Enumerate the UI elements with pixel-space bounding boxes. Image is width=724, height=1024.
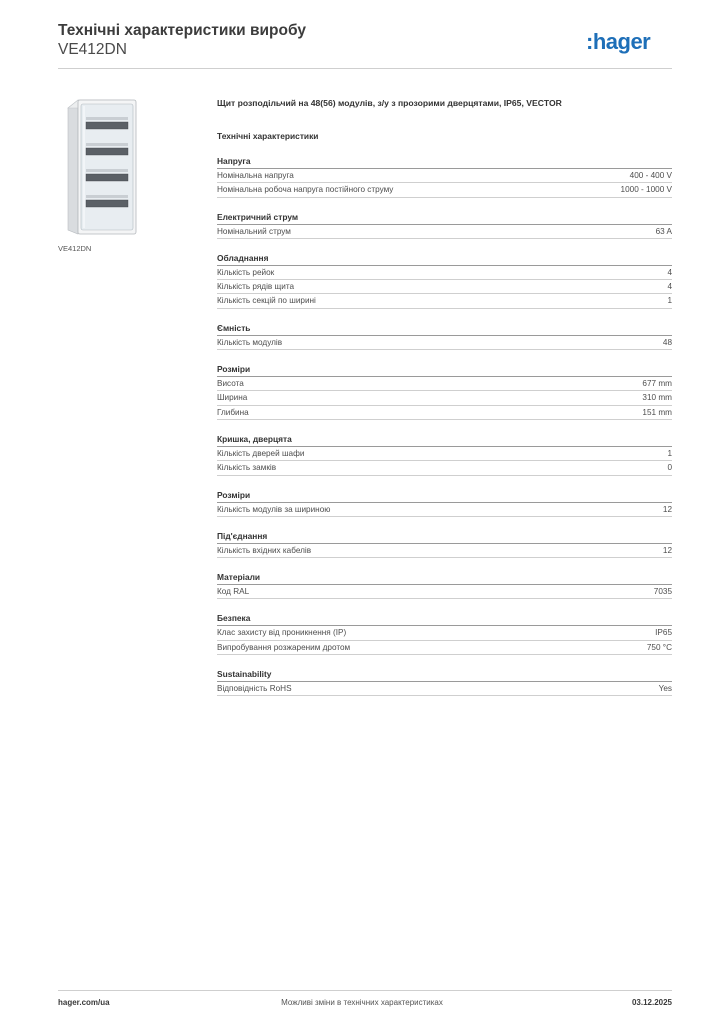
- spec-value: Yes: [658, 684, 672, 694]
- specs-heading: Технічні характеристики: [217, 131, 319, 141]
- spec-value: 310 mm: [642, 393, 672, 403]
- spec-section: [217, 433, 672, 476]
- spec-row: [217, 225, 672, 239]
- spec-value: 63 A: [655, 226, 672, 236]
- footer-disclaimer: Можливі зміни в технічних характеристиках: [281, 998, 443, 1007]
- spec-row: [217, 169, 672, 183]
- spec-label: Глибина: [217, 407, 249, 417]
- specs-content: [217, 96, 672, 696]
- spec-row: [217, 391, 672, 405]
- spec-row: [217, 585, 672, 599]
- spec-row: [217, 280, 672, 294]
- spec-label: Номінальна робоча напруга постійного струму: [217, 185, 394, 195]
- spec-label: Кількість замків: [217, 463, 277, 473]
- spec-label: Кількість рядів щита: [217, 282, 295, 292]
- spec-label: Кількість модулів за шириною: [217, 504, 331, 514]
- image-caption: VE412DN: [58, 244, 92, 253]
- spec-value: 12: [662, 545, 672, 555]
- spec-row: [217, 183, 672, 197]
- hager-logo-text: :hager: [586, 29, 651, 54]
- spec-value: 677 mm: [642, 379, 672, 389]
- section-title: Sustainability: [217, 668, 672, 682]
- spec-value: 12: [662, 504, 672, 514]
- spec-value: 48: [662, 337, 672, 347]
- spec-row: [217, 641, 672, 655]
- spec-row: [217, 626, 672, 640]
- hager-logo: [586, 29, 672, 55]
- spec-section: [217, 489, 672, 517]
- section-title: Електричний струм: [217, 211, 672, 225]
- spec-row: [217, 447, 672, 461]
- spec-section: [217, 322, 672, 350]
- spec-value: 1000 - 1000 V: [620, 185, 672, 195]
- spec-value: 0: [667, 463, 672, 473]
- spec-row: [217, 336, 672, 350]
- spec-label: Код RAL: [217, 587, 250, 597]
- product-image: [60, 96, 202, 238]
- spec-label: Кількість дверей шафи: [217, 448, 305, 458]
- spec-section: [217, 571, 672, 599]
- section-title: Матеріали: [217, 571, 672, 585]
- spec-label: Клас захисту від проникнення (IP): [217, 628, 347, 638]
- footer-divider: [58, 990, 672, 991]
- spec-label: Номінальна напруга: [217, 171, 294, 180]
- header-divider: [58, 68, 672, 69]
- section-title: Кришка, дверцята: [217, 433, 672, 447]
- spec-label: Висота: [217, 379, 244, 389]
- product-description: Щит розподільчий на 48(56) модулів, з/у з прозорими дверцятами, IP65, VECTOR: [217, 98, 562, 108]
- spec-row: [217, 294, 672, 308]
- section-title: Розміри: [217, 489, 672, 503]
- spec-label: Кількість рейок: [217, 267, 275, 277]
- spec-label: Відповідність RoHS: [217, 684, 292, 694]
- section-title: Розміри: [217, 363, 672, 377]
- spec-label: Кількість вхідних кабелів: [217, 545, 312, 555]
- spec-row: [217, 461, 672, 475]
- spec-value: 4: [667, 282, 672, 292]
- spec-row: [217, 406, 672, 420]
- section-title: Обладнання: [217, 252, 672, 266]
- spec-label: Номінальний струм: [217, 226, 291, 236]
- spec-value: 400 - 400 V: [629, 171, 672, 180]
- spec-section: [217, 252, 672, 309]
- spec-section: [217, 155, 672, 198]
- page-title: Технічні характеристики виробу: [58, 22, 306, 39]
- spec-section: [217, 612, 672, 655]
- footer-website: hager.com/ua: [58, 998, 110, 1007]
- spec-value: 7035: [653, 587, 672, 597]
- spec-row: [217, 503, 672, 517]
- spec-label: Випробування розжареним дротом: [217, 642, 351, 652]
- spec-label: Ширина: [217, 393, 248, 403]
- spec-row: [217, 682, 672, 696]
- section-title: Напруга: [217, 155, 672, 169]
- spec-value: 1: [667, 448, 672, 458]
- footer-date: 03.12.2025: [631, 998, 672, 1007]
- spec-value: 4: [667, 267, 672, 277]
- spec-section: [217, 363, 672, 420]
- product-code: VE412DN: [58, 41, 127, 58]
- section-title: Під'єднання: [217, 530, 672, 544]
- spec-row: [217, 377, 672, 391]
- section-title: Ємність: [217, 322, 672, 336]
- spec-row: [217, 544, 672, 558]
- spec-label: Кількість модулів: [217, 337, 283, 347]
- spec-value: 1: [667, 296, 672, 306]
- spec-value: 151 mm: [642, 407, 672, 417]
- spec-section: [217, 530, 672, 558]
- spec-section: [217, 668, 672, 696]
- section-title: Безпека: [217, 612, 672, 626]
- spec-label: Кількість секцій по ширині: [217, 296, 316, 306]
- spec-section: [217, 211, 672, 239]
- spec-value: IP65: [655, 628, 672, 638]
- spec-row: [217, 266, 672, 280]
- spec-sections: [217, 155, 672, 696]
- spec-value: 750 °C: [646, 642, 672, 652]
